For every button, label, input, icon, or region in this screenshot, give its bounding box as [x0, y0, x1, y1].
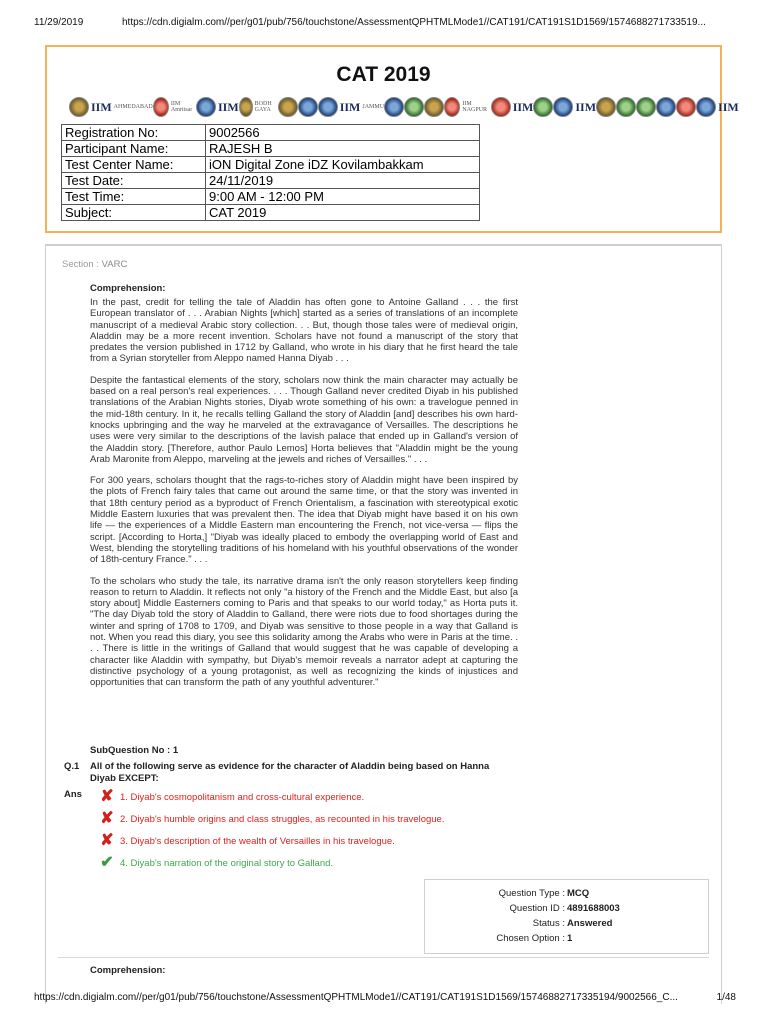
- iim-kozhikode-logo: [404, 97, 424, 117]
- iim-sambalpur-logo-seal-icon: [596, 97, 616, 117]
- info-row: [62, 125, 480, 141]
- info-label: Test Center Name:: [62, 157, 206, 173]
- iim-kashipur-logo-seal-icon: [384, 97, 404, 117]
- info-label: Test Time:: [62, 189, 206, 205]
- exam-header-box: [45, 45, 739, 233]
- option-text: 1. Diyab's cosmopolitanism and cross-cultural experience.: [120, 791, 365, 803]
- checkmark-icon: ✔: [100, 854, 114, 871]
- iim-raipur-logo-seal-icon: [491, 97, 511, 117]
- iim-indore-logo-seal-icon: [298, 97, 318, 117]
- iim-bangalore-logo: IIM: [196, 97, 239, 117]
- info-row: [62, 173, 480, 189]
- iim-rohtak-logo-seal-icon: [553, 97, 573, 117]
- info-value: 9:00 AM - 12:00 PM: [206, 189, 480, 205]
- question-text: All of the following serve as evidence for the character of Aladdin being based on Hanna Diyab EXCEPT:: [90, 761, 490, 784]
- comprehension-heading: Comprehension:: [90, 283, 166, 294]
- iim-amritsar-logo-seal-icon: [153, 97, 169, 117]
- answer-option: [98, 833, 395, 849]
- iim-sirmaur-logo: [636, 97, 656, 117]
- iim-jammu-logo: IIM JAMMU: [318, 97, 384, 117]
- meta-value: Answered: [567, 918, 613, 929]
- option-text: 2. Diyab's humble origins and class struggles, as recounted in his travelogue.: [120, 813, 445, 825]
- meta-value: 1: [567, 933, 573, 944]
- section-label: Section : VARC: [62, 259, 128, 270]
- iim-indore-logo: [298, 97, 318, 117]
- meta-label: Chosen Option :: [496, 933, 565, 944]
- answer-option: [98, 811, 444, 827]
- info-label: Participant Name:: [62, 141, 206, 157]
- cross-icon: ✘: [100, 832, 114, 849]
- iim-amritsar-logo: IIM Amritsar: [153, 97, 196, 117]
- iim-sirmaur-logo-seal-icon: [636, 97, 656, 117]
- divider: [58, 957, 709, 958]
- subquestion-label: SubQuestion No : 1: [90, 745, 179, 756]
- iim-calcutta-logo-seal-icon: [278, 97, 298, 117]
- footer-url: https://cdn.digialm.com//per/g01/pub/756/touchstone/AssessmentQPHTMLMode1//CAT191/CAT191S1D1569/1574688271733519​4/9002566_C...: [34, 992, 678, 1003]
- comprehension-heading-next: Comprehension:: [90, 965, 166, 976]
- info-row: [62, 205, 480, 221]
- exam-title: CAT 2019: [336, 63, 431, 86]
- info-value: RAJESH B: [206, 141, 480, 157]
- answer-option: [98, 789, 364, 805]
- iim-ahmedabad-logo-seal-icon: [69, 97, 89, 117]
- info-value: iON Digital Zone iDZ Kovilambakkam: [206, 157, 480, 173]
- passage-paragraph: Despite the fantastical elements of the story, scholars now think the main character may actually be based on a real person's real experiences. . . . Though Galland never credited Diyab in his published translations of the Arabian Nights stories, Diyab wrote something of his own: a travelogue penned in the mid-18th century. In it, he recalls telling Galland the story of Aladdin [and] describes his own hard-knocks upbringing and the way he marveled at the extravagance of Versailles. The descriptions he uses were very similar to the descriptions of the lavish palace that ended up in Galland's version of the Aladdin story. [Therefore, author Paulo Lemos] Horta believes that "Aladdin might be the young Arab Maronite from Aleppo, marveling at the jewels and riches of Versailles." . . .: [90, 374, 518, 465]
- iim-shillong-logo: [616, 97, 636, 117]
- iim-shillong-logo-seal-icon: [616, 97, 636, 117]
- info-row: [62, 141, 480, 157]
- option-text: 4. Diyab's narration of the original story to Galland.: [120, 857, 334, 869]
- passage-paragraph: To the scholars who study the tale, its narrative drama isn't the only reason storytellers keep finding reason to return to Aladdin. It reflects not only "a history of the French and the Middle East, but also [a story about] Middle Easterners coming to Paris and that speaks to our world today," as Horta puts it. "The day Diyab told the story of Aladdin to Galland, there were riots due to food shortages during the winter and spring of 1708 to 1709, and Diyab was sensitive to those people in a way that Galland is not. When you read this diary, you see this solidarity among the Arabs who were in Paris at the time. . . . There is little in the writings of Galland that would suggest that he was capable of developing a character like Aladdin with sympathy, but Diyab's memoir reveals a narrator adept at capturing the distinctive psychology of a young protagonist, as well as recognizing the kinds of injustices and opportunities that can transform the path of any youthful adventurer.": [90, 575, 518, 689]
- passage-paragraph: For 300 years, scholars thought that the rags-to-riches story of Aladdin might have been inspired by the plots of French fairy tales that came out around the same time, or that the story was invented in that 18th century period as a byproduct of French Orientalism, a fascination with stereotypical exotic Middle Eastern luxuries that was prevalent then. The idea that Diyab might have based it on his own life — the experiences of a Middle Eastern man encountering the French, not vice-versa — flips the script. [According to Horta,] "Diyab was ideally placed to embody the overlapping world of East and West, blending the storytelling traditions of his homeland with his youthful observations of the wonder of 18th-century France." . . .: [90, 475, 518, 566]
- iim-visakhapatnam-logo: IIM: [696, 97, 739, 117]
- answer-option: [98, 855, 333, 871]
- meta-value: 4891688003: [567, 903, 620, 914]
- iim-kozhikode-logo-seal-icon: [404, 97, 424, 117]
- iim-ranchi-logo-seal-icon: [533, 97, 553, 117]
- cross-icon: ✘: [100, 788, 114, 805]
- iim-jammu-logo-seal-icon: [318, 97, 338, 117]
- meta-label: Question Type :: [498, 888, 565, 899]
- passage-paragraph: In the past, credit for telling the tale of Aladdin has often gone to Antoine Galland . . . the first European translator of . . . Arabian Nights [which] started as a series of translations of an incomplete manuscript of a medieval Arabic story collection. . . But, though those tales were of medieval origin, Aladdin may be a more recent invention. Scholars have not found a manuscript of the story that predates the version published in 1712 by Galland, who wrote in his diary that he first heard the tale from a Syrian storyteller from Aleppo named Hanna Diyab . . .: [90, 297, 518, 365]
- iim-kashipur-logo: [384, 97, 404, 117]
- iim-bodh-gaya-logo: BODH GAYA: [239, 97, 278, 117]
- candidate-info-table: [61, 124, 480, 221]
- answer-label: Ans: [64, 789, 82, 800]
- print-header: [0, 0, 770, 28]
- info-row: [62, 189, 480, 205]
- iim-udaipur-logo-seal-icon: [676, 97, 696, 117]
- info-value: CAT 2019: [206, 205, 480, 221]
- iim-nagpur-logo: IIM NAGPUR: [444, 97, 491, 117]
- print-date: 11/29/2019: [34, 17, 84, 28]
- iim-logos-row: [69, 93, 739, 121]
- info-row: [62, 157, 480, 173]
- question-meta-box: [424, 879, 709, 954]
- option-text: 3. Diyab's description of the wealth of Versailles in his travelogue.: [120, 835, 395, 847]
- cross-icon: ✘: [100, 810, 114, 827]
- iim-tiruchirappalli-logo: [656, 97, 676, 117]
- iim-ahmedabad-logo: IIM AHMEDABAD: [69, 97, 153, 117]
- iim-lucknow-logo: [424, 97, 444, 117]
- info-value: 24/11/2019: [206, 173, 480, 189]
- info-label: Subject:: [62, 205, 206, 221]
- iim-sambalpur-logo: [596, 97, 616, 117]
- iim-udaipur-logo: [676, 97, 696, 117]
- iim-tiruchirappalli-logo-seal-icon: [656, 97, 676, 117]
- iim-bangalore-logo-seal-icon: [196, 97, 216, 117]
- section-name: VARC: [101, 259, 128, 270]
- iim-visakhapatnam-logo-seal-icon: [696, 97, 716, 117]
- iim-raipur-logo: IIM: [491, 97, 534, 117]
- iim-lucknow-logo-seal-icon: [424, 97, 444, 117]
- meta-label: Status :: [532, 918, 565, 929]
- iim-ranchi-logo: [533, 97, 553, 117]
- meta-value: MCQ: [567, 888, 590, 899]
- page-number: 1/48: [716, 992, 736, 1003]
- info-label: Registration No:: [62, 125, 206, 141]
- question-number: Q.1: [64, 761, 80, 772]
- question-panel: [45, 244, 722, 1004]
- print-url: https://cdn.digialm.com//per/g01/pub/756/touchstone/AssessmentQPHTMLMode1//CAT191/CAT191S1D1569/1574688271733519...: [122, 17, 706, 28]
- meta-label: Question ID :: [509, 903, 565, 914]
- comprehension-passage: [90, 297, 518, 699]
- iim-bodh-gaya-logo-seal-icon: [239, 97, 253, 117]
- iim-calcutta-logo: [278, 97, 298, 117]
- iim-nagpur-logo-seal-icon: [444, 97, 460, 117]
- info-value: 9002566: [206, 125, 480, 141]
- iim-rohtak-logo: IIM: [553, 97, 596, 117]
- info-label: Test Date:: [62, 173, 206, 189]
